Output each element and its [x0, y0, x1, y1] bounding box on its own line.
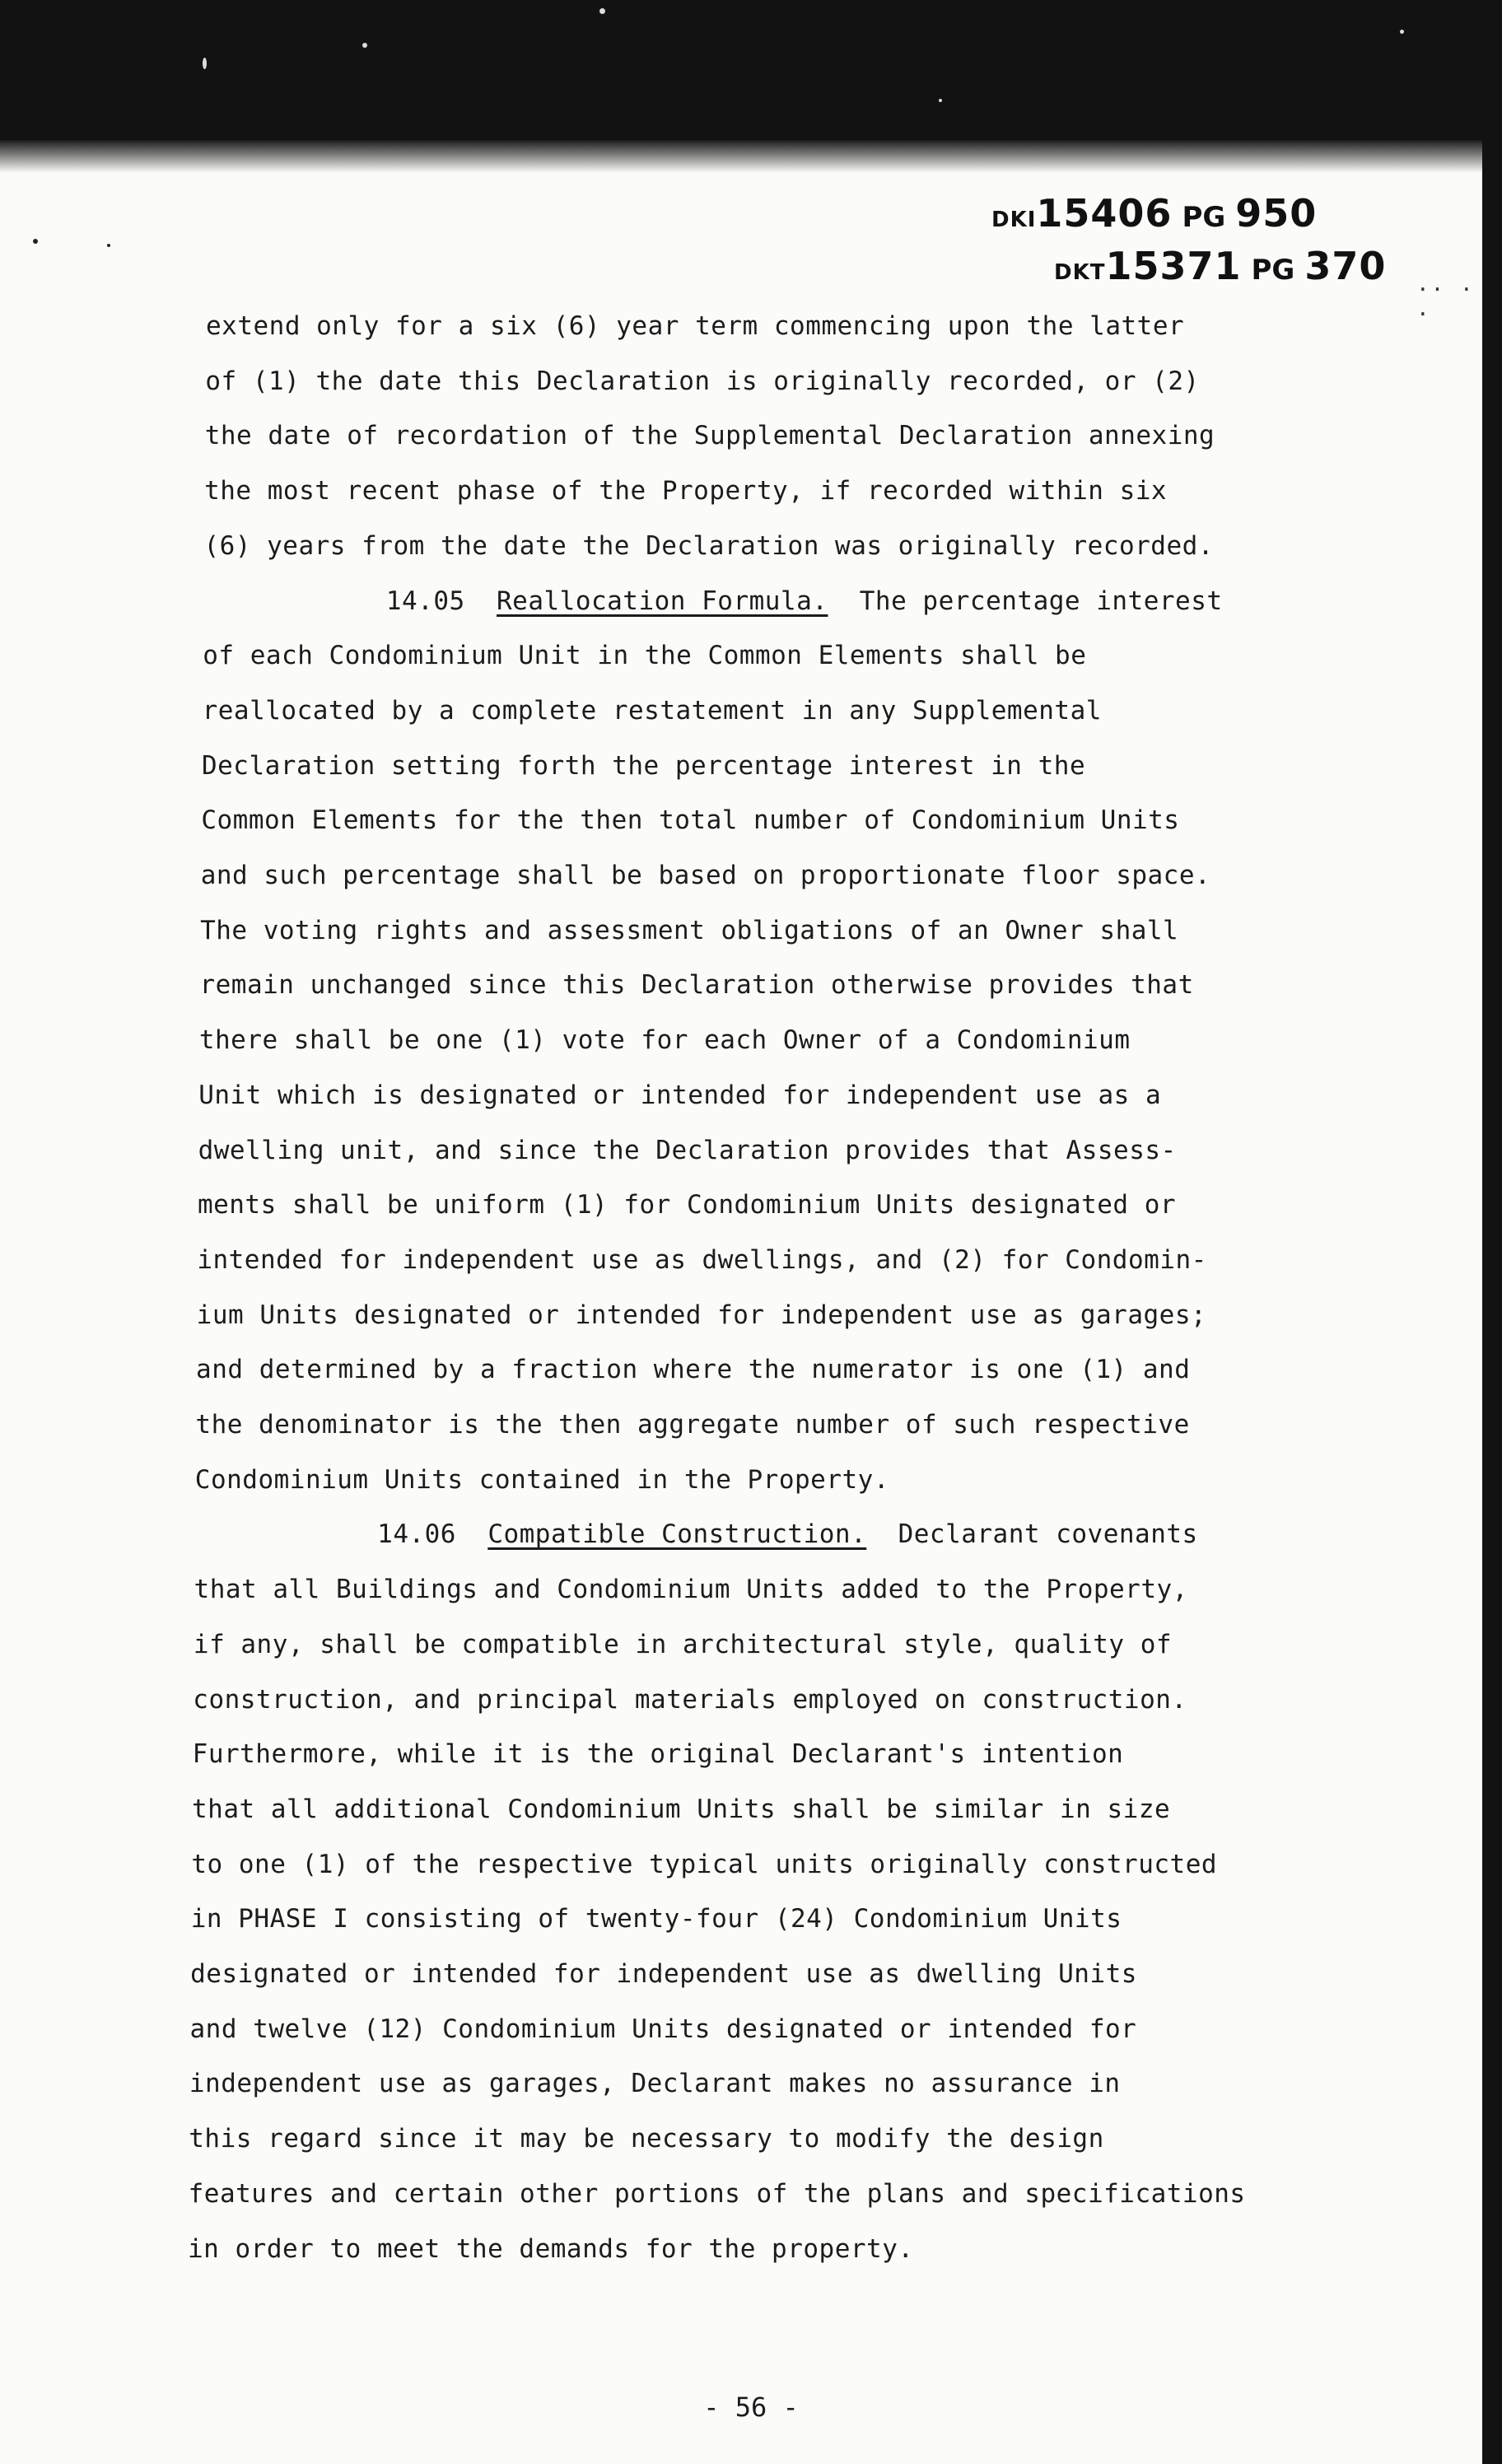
scan-speck	[107, 244, 110, 247]
text-line: (6) years from the date the Declaration was originally recorded.	[203, 530, 1214, 561]
section-heading: Compatible Construction.	[487, 1519, 867, 1550]
stamp-book-number: 15406	[1036, 191, 1173, 236]
text-line: reallocated by a complete restatement in any Supplemental	[202, 695, 1102, 726]
text-line: features and certain other portions of the plans and specifications	[188, 2178, 1246, 2209]
text-line: ium Units designated or intended for independent use as garages;	[196, 1300, 1207, 1330]
text-line: and such percentage shall be based on proportionate floor space.	[200, 861, 1211, 890]
scan-speck	[599, 8, 605, 14]
stamp-page-number: 950	[1235, 191, 1318, 236]
scan-paper-edge	[0, 140, 1502, 173]
text-line: to one (1) of the respective typical units originally constructed	[191, 1849, 1218, 1879]
text-line: and twelve (12) Condominium Units designated or intended for	[189, 2014, 1137, 2044]
scan-speck	[1400, 30, 1404, 34]
text-line: the denominator is the then aggregate number of such respective	[195, 1410, 1190, 1440]
section-number: 14.05	[385, 586, 465, 616]
text-line: the most recent phase of the Property, if recorded within six	[204, 476, 1168, 506]
text-line: there shall be one (1) vote for each Owner of a Condominium	[198, 1025, 1131, 1056]
text-line: ments shall be uniform (1) for Condominium Units designated or	[197, 1190, 1177, 1220]
stamp-pg-label: PG	[1251, 254, 1295, 287]
text-line: Condominium Units contained in the Property.	[194, 1464, 889, 1495]
section-text: The percentage interest	[859, 586, 1223, 616]
section-heading-line	[386, 585, 1223, 618]
text-line: intended for independent use as dwellings, and (2) for Condomin-	[197, 1244, 1207, 1275]
text-line: Declaration setting forth the percentage interest in the	[201, 750, 1086, 781]
stamp-page-number: 370	[1304, 244, 1387, 288]
text-line: extend only for a six (6) year term commencing upon the latter	[206, 311, 1185, 341]
scan-border-top	[0, 0, 1502, 156]
stamp-prefix: DKI	[991, 208, 1037, 232]
text-line: that all additional Condominium Units shall be similar in size	[192, 1794, 1171, 1824]
text-line: the date of recordation of the Supplemental Declaration annexing	[204, 421, 1215, 451]
scan-mark-trail: .. . .	[1416, 272, 1475, 321]
scan-speck	[939, 99, 942, 102]
text-line: in PHASE I consisting of twenty-four (24) Condominium Units	[190, 1904, 1122, 1934]
section-heading-line	[377, 1518, 1198, 1551]
recording-stamp-second	[1054, 244, 1386, 288]
text-line: of each Condominium Unit in the Common Elements shall be	[203, 641, 1087, 671]
stamp-pg-label: PG	[1182, 201, 1226, 234]
section-text: Declarant covenants	[898, 1519, 1198, 1550]
text-line: that all Buildings and Condominium Units added to the Property,	[194, 1575, 1188, 1605]
text-line: The voting rights and assessment obligations of an Owner shall	[200, 915, 1179, 945]
section-number: 14.06	[377, 1519, 456, 1550]
text-line: independent use as garages, Declarant makes no assurance in	[189, 2069, 1121, 2099]
text-line: Common Elements for the then total number of Condominium Units	[201, 805, 1180, 836]
text-line: this regard since it may be necessary to modify the design	[189, 2124, 1104, 2154]
stamp-book-number: 15371	[1105, 244, 1242, 288]
scan-speck	[203, 58, 207, 69]
text-line: designated or intended for independent use as dwelling Units	[190, 1959, 1137, 1989]
text-line: if any, shall be compatible in architectural style, quality of	[193, 1629, 1173, 1659]
text-line: Unit which is designated or intended for independent use as a	[198, 1080, 1162, 1110]
text-line: Furthermore, while it is the original Declarant's intention	[192, 1739, 1124, 1770]
recording-stamp-first	[991, 191, 1317, 236]
text-line: dwelling unit, and since the Declaration provides that Assess-	[198, 1135, 1177, 1165]
text-line: and determined by a fraction where the numerator is one (1) and	[196, 1355, 1191, 1385]
scan-border-right	[1482, 0, 1502, 2464]
text-line: of (1) the date this Declaration is originally recorded, or (2)	[205, 366, 1200, 396]
scan-speck	[33, 239, 38, 244]
page-number: - 56 -	[703, 2392, 799, 2423]
text-line: construction, and principal materials employed on construction.	[193, 1684, 1187, 1715]
text-line: in order to meet the demands for the property.	[188, 2233, 914, 2264]
section-heading: Reallocation Formula.	[497, 586, 828, 616]
scan-speck	[362, 43, 367, 48]
text-line: remain unchanged since this Declaration otherwise provides that	[199, 970, 1194, 1001]
stamp-prefix: DKT	[1054, 260, 1106, 285]
